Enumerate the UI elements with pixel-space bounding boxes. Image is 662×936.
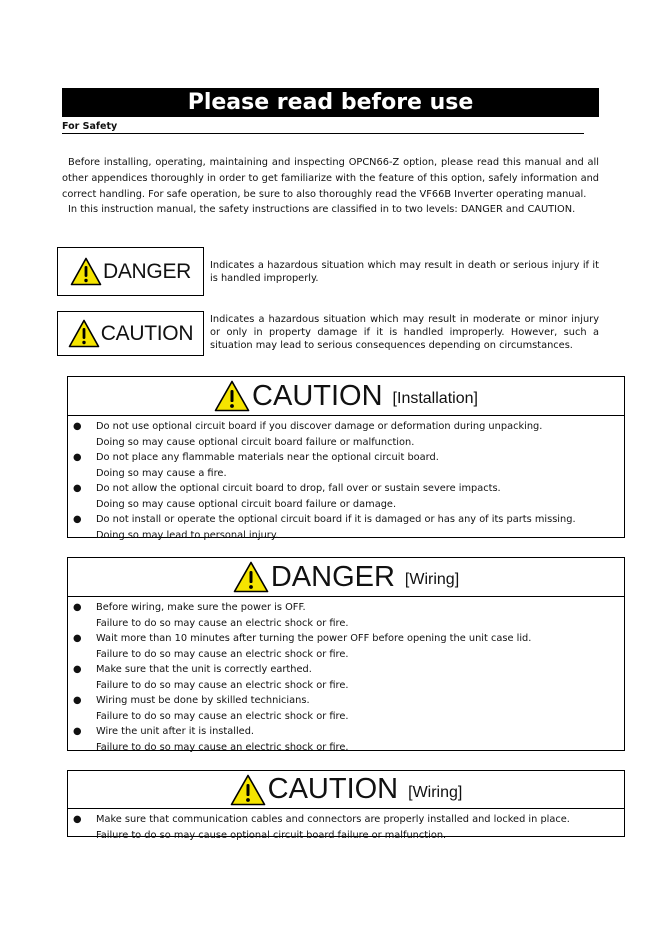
caution-wiring-section [67, 770, 625, 841]
section-header [68, 377, 624, 416]
bullet-dot-icon: ● [73, 664, 82, 675]
warning-triangle-icon [70, 257, 102, 286]
item-consequence: Doing so may cause optional circuit board failure or damage. [96, 498, 397, 510]
caution-level-label: CAUTION [100, 321, 194, 345]
bullet-dot-icon: ● [73, 452, 82, 463]
item-list [68, 597, 624, 757]
bullet-dot-icon: ● [73, 726, 82, 737]
item-consequence: Failure to do so may cause an electric shock or fire. [96, 741, 349, 753]
item-instruction: Do not use optional circuit board if you discover damage or deformation during unpacking. [96, 421, 543, 432]
section-subtitle: [Installation] [392, 390, 478, 407]
item-instruction: Make sure that communication cables and connectors are properly installed and locked in place. [96, 814, 570, 825]
warning-triangle-icon [214, 380, 250, 412]
section-subtitle: [Wiring] [408, 783, 463, 801]
item-consequence: Doing so may cause optional circuit board failure or malfunction. [96, 436, 415, 448]
item-instruction: Do not allow the optional circuit board to drop, fall over or sustain severe impacts. [96, 483, 501, 494]
list-item [68, 419, 624, 450]
section-header [68, 771, 624, 809]
section-subtitle: [Wiring] [404, 571, 460, 588]
item-instruction: Wait more than 10 minutes after turning the power OFF before opening the unit case lid. [96, 633, 532, 644]
list-item [68, 512, 624, 543]
item-instruction: Do not place any flammable materials near the optional circuit board. [96, 452, 439, 463]
list-item [68, 631, 624, 662]
section-subheading: For Safety [62, 121, 584, 134]
item-list [68, 809, 624, 845]
danger-level-box [57, 247, 204, 296]
item-instruction: Before wiring, make sure the power is OFF. [96, 602, 306, 613]
bullet-dot-icon: ● [73, 814, 82, 825]
danger-level-description: Indicates a hazardous situation which may result in death or serious injury if it is handled improperly. [210, 260, 599, 284]
item-consequence: Failure to do so may cause an electric shock or fire. [96, 710, 349, 722]
bullet-dot-icon: ● [73, 602, 82, 613]
intro-text [62, 155, 599, 218]
section-header [68, 558, 624, 597]
bullet-dot-icon: ● [73, 421, 82, 432]
intro-paragraph-2: In this instruction manual, the safety instructions are classified in to two levels: DANGER and CAUTION. [68, 204, 576, 216]
list-item [68, 600, 624, 631]
list-item [68, 693, 624, 724]
bullet-dot-icon: ● [73, 483, 82, 494]
item-instruction: Make sure that the unit is correctly earthed. [96, 664, 312, 675]
item-list [68, 416, 624, 545]
warning-triangle-icon [230, 774, 266, 806]
warning-triangle-icon [233, 561, 269, 593]
warning-triangle-icon [68, 319, 100, 348]
danger-wiring-section [67, 557, 625, 751]
caution-level-box [57, 311, 204, 356]
item-consequence: Failure to do so may cause optional circuit board failure or malfunction. [96, 829, 447, 841]
list-item [68, 662, 624, 693]
bullet-dot-icon: ● [73, 695, 82, 706]
danger-level-label: DANGER [102, 259, 192, 283]
section-label: CAUTION [267, 773, 399, 805]
item-consequence: Failure to do so may cause an electric shock or fire. [96, 617, 349, 629]
section-label: DANGER [270, 560, 395, 593]
section-label: CAUTION [252, 379, 383, 412]
caution-level-description: Indicates a hazardous situation which may result in moderate or minor injury or only in property damage if it is handled improperly. However, such a situation may lead to serious consequences depending on circumstances. [210, 314, 599, 351]
list-item [68, 450, 624, 481]
list-item [68, 724, 624, 755]
list-item [68, 481, 624, 512]
item-instruction: Do not install or operate the optional circuit board if it is damaged or has any of its parts missing. [96, 514, 576, 525]
item-consequence: Failure to do so may cause an electric shock or fire. [96, 679, 349, 691]
item-consequence: Doing so may cause a fire. [96, 467, 227, 479]
item-instruction: Wiring must be done by skilled technicians. [96, 695, 310, 706]
item-consequence: Failure to do so may cause an electric shock or fire. [96, 648, 349, 660]
item-consequence: Doing so may lead to personal injury. [96, 529, 279, 541]
page-title: Please read before use [62, 88, 599, 117]
item-instruction: Wire the unit after it is installed. [96, 726, 255, 737]
caution-installation-section [67, 376, 625, 541]
list-item [68, 812, 624, 843]
intro-paragraph-1: Before installing, operating, maintaining and inspecting OPCN66-Z option, please read this manual and all other appendices thoroughly in order to get familiarize with the feature of this option, safely information and correct handling. For safe operation, be sure to also thoroughly read the VF66B Inverter operating manual. [62, 157, 599, 200]
bullet-dot-icon: ● [73, 514, 82, 525]
bullet-dot-icon: ● [73, 633, 82, 644]
